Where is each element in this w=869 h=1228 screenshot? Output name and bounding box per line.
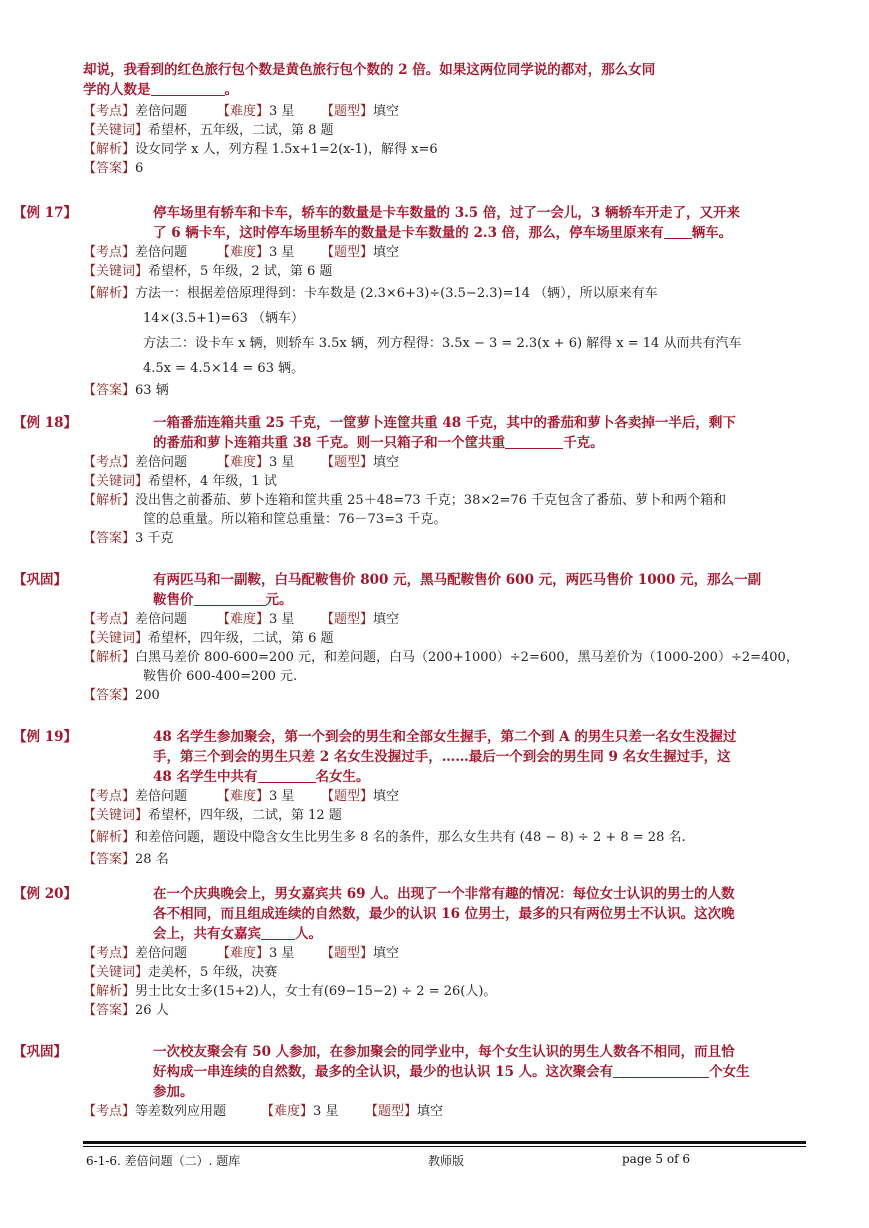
answer-blank	[151, 81, 225, 96]
kaodian-row: 【考点】差倍问题 【难度】3 星 【题型】填空	[83, 612, 400, 627]
question-text: 【例 19】 48 名学生参加聚会，第一个到会的男生和全部女生握手，第二个到 A 的男生只差一名女生没握过 手，第三个到会的男生只差 2 名女生没握过手，……最后一个到会的男生同 9 名女生握过手，这 48 名学生中共有 名女生。	[13, 729, 737, 785]
consolidation-2	[13, 1042, 813, 1121]
example-18	[13, 413, 813, 548]
question-text: 【例 18】 一箱番茄连箱共重 25 千克，一筐萝卜连筐共重 48 千克，其中的番茄和萝卜各卖掉一半后，剩下 的番茄和萝卜连箱共重 38 千克。则一只箱子和一个筐共重 千克。	[13, 415, 736, 451]
answer-row: 【答案】200	[83, 688, 160, 703]
answer-blank	[505, 434, 563, 449]
footer-rule-thick	[83, 1141, 806, 1144]
footer-rule-thin	[83, 1146, 806, 1147]
kaodian-row: 【考点】差倍问题 【难度】3 星 【题型】填空	[83, 946, 400, 961]
keyword-row: 【关键词】希望杯，4 年级，1 试	[83, 474, 277, 489]
answer-row: 【答案】28 名	[83, 852, 169, 867]
example-20	[13, 884, 813, 1020]
answer-blank	[194, 591, 266, 606]
question-text: 【例 20】 在一个庆典晚会上，男女嘉宾共 69 人。出现了一个非常有趣的情况：每位女士认识的男士的人数 各不相同，而且组成连续的自然数，最少的认识 16 位男士，最多的只有两位男士不认识。这次晚 会上，共有女嘉宾 人。	[13, 886, 735, 942]
kaodian-row: 【考点】差倍问题 【难度】3 星 【题型】填空	[83, 789, 400, 804]
answer-blank	[261, 925, 295, 940]
consolidation-2-meta	[83, 1102, 813, 1121]
question-text: 【巩固】 有两匹马和一副鞍，白马配鞍售价 800 元，黑马配鞍售价 600 元，两匹马售价 1000 元，那么一副 鞍售价 元。	[13, 572, 762, 608]
analysis-row: 【解析】设女同学 x 人，列方程 1.5x+1=2(x-1)，解得 x=6	[83, 142, 438, 157]
keyword-row: 【关键词】走美杯，5 年级，决赛	[83, 965, 278, 980]
answer-row: 【答案】63 辆	[83, 383, 169, 398]
question-text: 【巩固】 一次校友聚会有 50 人参加，在参加聚会的同学业中，每个女生认识的男生人数各不相同，而且恰 好构成一串连续的自然数，最多的全认识，最少的也认识 15 人。这次聚会有 个女生 参加。	[13, 1044, 750, 1100]
footer-left: 6-1-6. 差倍问题（二）. 题库	[86, 1154, 241, 1168]
answer-row: 【答案】6	[83, 161, 144, 176]
kaodian-row: 【考点】等差数列应用题 【难度】3 星 【题型】填空	[83, 1104, 444, 1119]
example-17-meta	[83, 243, 813, 400]
keyword-row: 【关键词】希望杯，五年级，二试，第 8 题	[83, 123, 334, 138]
intro-question	[83, 60, 813, 100]
answer-row: 【答案】3 千克	[83, 531, 174, 546]
example-19-meta	[83, 787, 813, 869]
keyword-row: 【关键词】希望杯，四年级，二试，第 12 题	[83, 808, 342, 823]
answer-blank	[613, 1063, 709, 1078]
analysis-row: 【解析】方法一：根据差倍原理得到：卡车数是 (2.3×6+3)÷(3.5−2.3)=14 （辆），所以原来有车 14×(3.5+1)=63 （辆车） 方法二：设卡车 x 辆，则轿车 3.5x 辆，列方程得：3.5x − 3 = 2.3(x + 6) 解得 x = 14 从而共有汽车 4.5x = 4.5×14 = 63 辆。	[83, 286, 742, 376]
example-20-meta	[83, 944, 813, 1020]
analysis-row: 【解析】男士比女士多(15+2)人，女士有(69−15−2) ÷ 2 = 26(人)。	[83, 984, 497, 999]
consolidation-1-meta	[83, 610, 813, 705]
example-18-meta	[83, 453, 813, 548]
example-17	[13, 203, 813, 400]
analysis-row: 【解析】白黑马差价 800-600=200 元，和差问题，白马（200+1000）÷2=600，黑马差价为（1000-200）÷2=400， 鞍售价 600-400=200 元.	[83, 650, 799, 684]
footer-center: 教师版	[428, 1154, 465, 1168]
example-19	[13, 727, 813, 869]
answer-blank	[258, 768, 316, 783]
question-text: 却说，我看到的红色旅行包个数是黄色旅行包个数的 2 倍。如果这两位同学说的都对，那么女同 学的人数是 。	[83, 62, 656, 98]
kaodian-row: 【考点】差倍问题 【难度】3 星 【题型】填空	[83, 104, 400, 119]
footer-page-number: page 5 of 6	[622, 1152, 690, 1166]
analysis-row: 【解析】和差倍问题，题设中隐含女生比男生多 8 名的条件，那么女生共有 (48 − 8) ÷ 2 + 8 = 28 名.	[83, 830, 686, 845]
answer-row: 【答案】26 人	[83, 1003, 169, 1018]
kaodian-row: 【考点】差倍问题 【难度】3 星 【题型】填空	[83, 455, 400, 470]
intro-meta	[83, 102, 813, 178]
kaodian-row: 【考点】差倍问题 【难度】3 星 【题型】填空	[83, 245, 400, 260]
keyword-row: 【关键词】希望杯，5 年级，2 试，第 6 题	[83, 264, 333, 279]
consolidation-1	[13, 570, 813, 705]
keyword-row: 【关键词】希望杯，四年级，二试，第 6 题	[83, 631, 334, 646]
analysis-row: 【解析】没出售之前番茄、萝卜连箱和筐共重 25＋48=73 千克；38×2=76 千克包含了番茄、萝卜和两个箱和 筐的总重量。所以箱和筐总重量：76－73=3 千克。	[83, 493, 727, 527]
answer-blank	[664, 224, 692, 239]
question-text: 【例 17】 停车场里有轿车和卡车，轿车的数量是卡车数量的 3.5 倍，过了一会儿，3 辆轿车开走了，又开来 了 6 辆卡车，这时停车场里轿车的数量是卡车数量的 2.3 倍，那么，停车场里原来有 辆车。	[13, 205, 740, 241]
